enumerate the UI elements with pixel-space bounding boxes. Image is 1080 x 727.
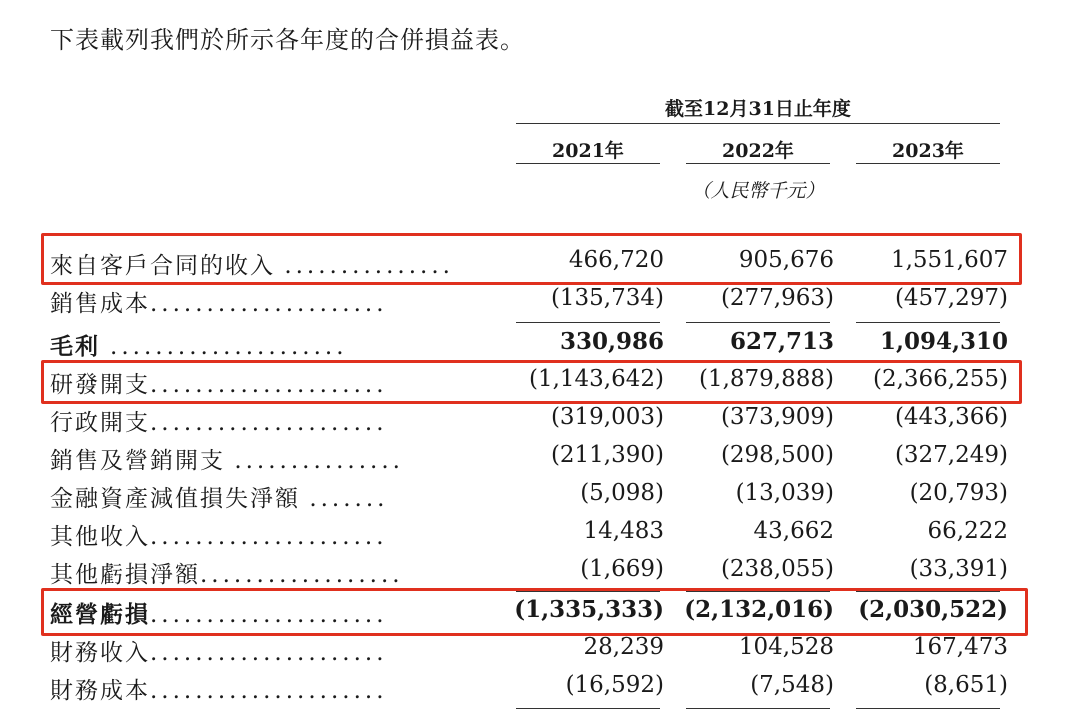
row-cost-of-sales [50,285,1010,323]
row-label: 銷售及營銷開支 ............... [50,448,404,474]
value-2023: 1,551,607 [890,247,1008,273]
row-other-income [50,518,1010,556]
period-rule [516,123,1000,124]
value-2021: (1,669) [580,556,664,582]
value-2022: (298,500) [720,442,834,468]
year-header-2021: 2021年 [552,140,624,162]
value-2023: 167,473 [912,634,1008,660]
year-header-2023: 2023年 [892,140,964,162]
row-finance-income [50,634,1010,672]
value-2021: (5,098) [580,480,664,506]
value-2023: (327,249) [894,442,1008,468]
row-label: 毛利 ..................... [50,333,348,360]
value-2023: 66,222 [927,518,1008,544]
value-2022: (238,055) [720,556,834,582]
highlight-box-rnd [41,360,1022,404]
value-2023: 1,094,310 [879,328,1008,355]
value-2023: (457,297) [894,285,1008,311]
value-2022: 905,676 [738,247,834,273]
year-rule-2021 [516,163,660,164]
row-label: 財務成本..................... [50,678,388,704]
row-label: 金融資產減值損失淨額 ....... [50,486,389,512]
value-2021: (135,734) [550,285,664,311]
unit-label: （人民幣千元） [691,180,825,202]
value-2022: (2,132,016) [684,596,834,623]
row-label: 銷售成本..................... [50,291,388,317]
row-label: 經營虧損..................... [50,601,388,628]
row-label: 其他虧損淨額.................. [50,562,404,588]
subtotal-rule [516,322,660,323]
row-selling-expenses [50,442,1010,480]
year-header-2022: 2022年 [722,140,794,162]
row-impairment-losses [50,480,1010,518]
highlight-box-revenue [41,233,1022,285]
year-rule-2023 [856,163,1000,164]
value-2021: (1,335,333) [514,596,664,623]
subtotal-rule [856,708,1000,709]
value-2022: 104,528 [738,634,834,660]
value-2022: 43,662 [753,518,834,544]
value-2023: (8,651) [924,672,1008,698]
value-2021: 330,986 [559,328,664,355]
value-2021: (1,143,642) [528,366,664,392]
value-2021: (211,390) [550,442,664,468]
period-header: 截至12月31日止年度 [665,98,851,120]
row-admin-expenses [50,404,1010,442]
intro-text: 下表載列我們於所示各年度的合併損益表。 [50,26,525,54]
value-2022: (7,548) [750,672,834,698]
subtotal-rule [686,322,830,323]
value-2022: (373,909) [720,404,834,430]
value-2022: (1,879,888) [698,366,834,392]
value-2021: 14,483 [583,518,664,544]
subtotal-rule [856,322,1000,323]
value-2023: (443,366) [894,404,1008,430]
row-label: 其他收入..................... [50,524,388,550]
subtotal-rule [516,708,660,709]
value-2022: 627,713 [729,328,834,355]
value-2023: (2,030,522) [858,596,1008,623]
row-label: 財務收入..................... [50,640,388,666]
value-2023: (33,391) [909,556,1008,582]
row-finance-costs [50,672,1010,710]
value-2021: (319,003) [550,404,664,430]
value-2023: (2,366,255) [872,366,1008,392]
year-rule-2022 [686,163,830,164]
value-2023: (20,793) [909,480,1008,506]
row-label: 行政開支..................... [50,410,388,436]
subtotal-rule [686,708,830,709]
value-2021: 466,720 [568,247,664,273]
value-2022: (13,039) [735,480,834,506]
value-2021: 28,239 [583,634,664,660]
highlight-box-operating-loss [41,588,1028,636]
value-2021: (16,592) [565,672,664,698]
row-label: 來自客戶合同的收入 ............... [50,253,454,279]
value-2022: (277,963) [720,285,834,311]
row-label: 研發開支..................... [50,372,388,398]
